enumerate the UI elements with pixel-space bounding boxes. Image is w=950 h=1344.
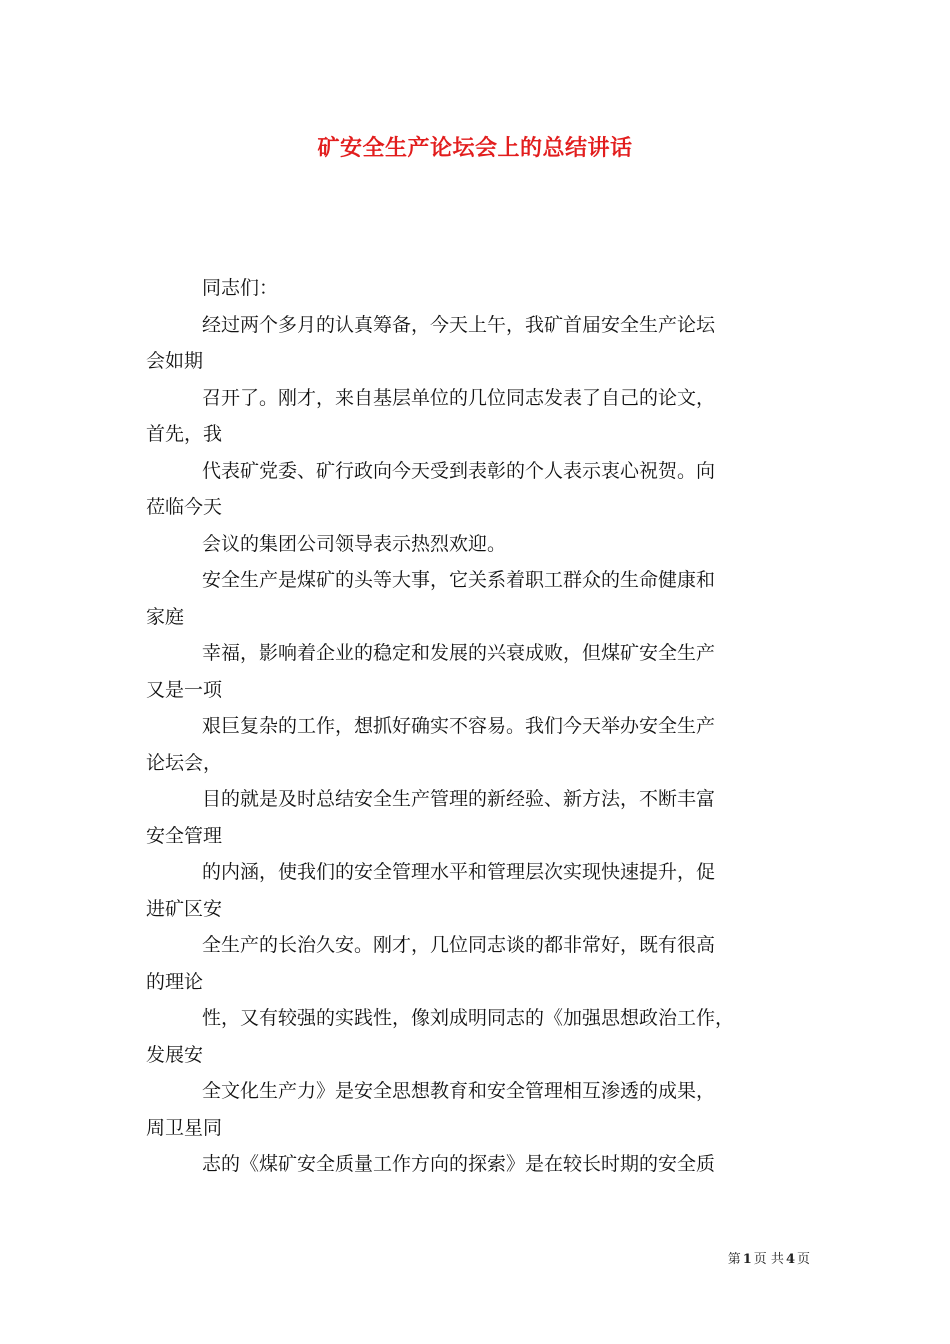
body-line: 周卫星同 bbox=[146, 1116, 223, 1139]
body-line: 全文化生产力》是安全思想教育和安全管理相互渗透的成果， bbox=[202, 1080, 716, 1102]
body-line: 志的《煤矿安全质量工作方向的探索》是在较长时期的安全质 bbox=[202, 1153, 716, 1175]
body-line: 首先，我 bbox=[146, 423, 223, 445]
footer-total-pages: 4 bbox=[785, 1252, 795, 1267]
body-line: 家庭 bbox=[146, 605, 185, 628]
body-line: 经过两个多月的认真筹备，今天上午，我矿首届安全生产论坛 bbox=[202, 313, 716, 336]
page-footer bbox=[660, 1248, 810, 1267]
body-line: 莅临今天 bbox=[146, 496, 223, 518]
body-line: 的理论 bbox=[146, 970, 204, 993]
body-line: 安全生产是煤矿的头等大事，它关系着职工群众的生命健康和 bbox=[202, 569, 716, 591]
footer-suffix: 页 bbox=[796, 1252, 810, 1267]
body-line: 全生产的长治久安。刚才，几位同志谈的都非常好，既有很高 bbox=[202, 934, 716, 956]
body-line: 同志们： bbox=[202, 277, 279, 299]
body-line: 会如期 bbox=[146, 350, 204, 372]
body-line: 又是一项 bbox=[146, 678, 223, 701]
document-title: 矿安全生产论坛会上的总结讲话 bbox=[317, 135, 633, 161]
body-line: 的内涵，使我们的安全管理水平和管理层次实现快速提升，促 bbox=[202, 861, 716, 883]
body-line: 幸福，影响着企业的稳定和发展的兴衰成败，但煤矿安全生产 bbox=[202, 642, 716, 664]
body-line: 目的就是及时总结安全生产管理的新经验、新方法，不断丰富 bbox=[202, 788, 716, 810]
body-line: 发展安 bbox=[146, 1043, 204, 1066]
body-line: 性，又有较强的实践性，像刘成明同志的《加强思想政治工作， bbox=[202, 1007, 735, 1029]
footer-prefix: 第 bbox=[727, 1252, 741, 1267]
body-line: 会议的集团公司领导表示热烈欢迎。 bbox=[202, 532, 507, 555]
footer-middle: 页 共 bbox=[753, 1252, 784, 1267]
body-line: 进矿区安 bbox=[146, 897, 223, 920]
body-line: 艰巨复杂的工作，想抓好确实不容易。我们今天举办安全生产 bbox=[202, 715, 716, 737]
document-body bbox=[146, 270, 810, 1183]
body-line: 安全管理 bbox=[146, 824, 223, 847]
body-line: 论坛会， bbox=[146, 751, 223, 774]
body-line: 代表矿党委、矿行政向今天受到表彰的个人表示衷心祝贺。向 bbox=[202, 459, 716, 482]
footer-current-page: 1 bbox=[742, 1252, 752, 1267]
body-line: 召开了。刚才，来自基层单位的几位同志发表了自己的论文， bbox=[202, 386, 716, 409]
